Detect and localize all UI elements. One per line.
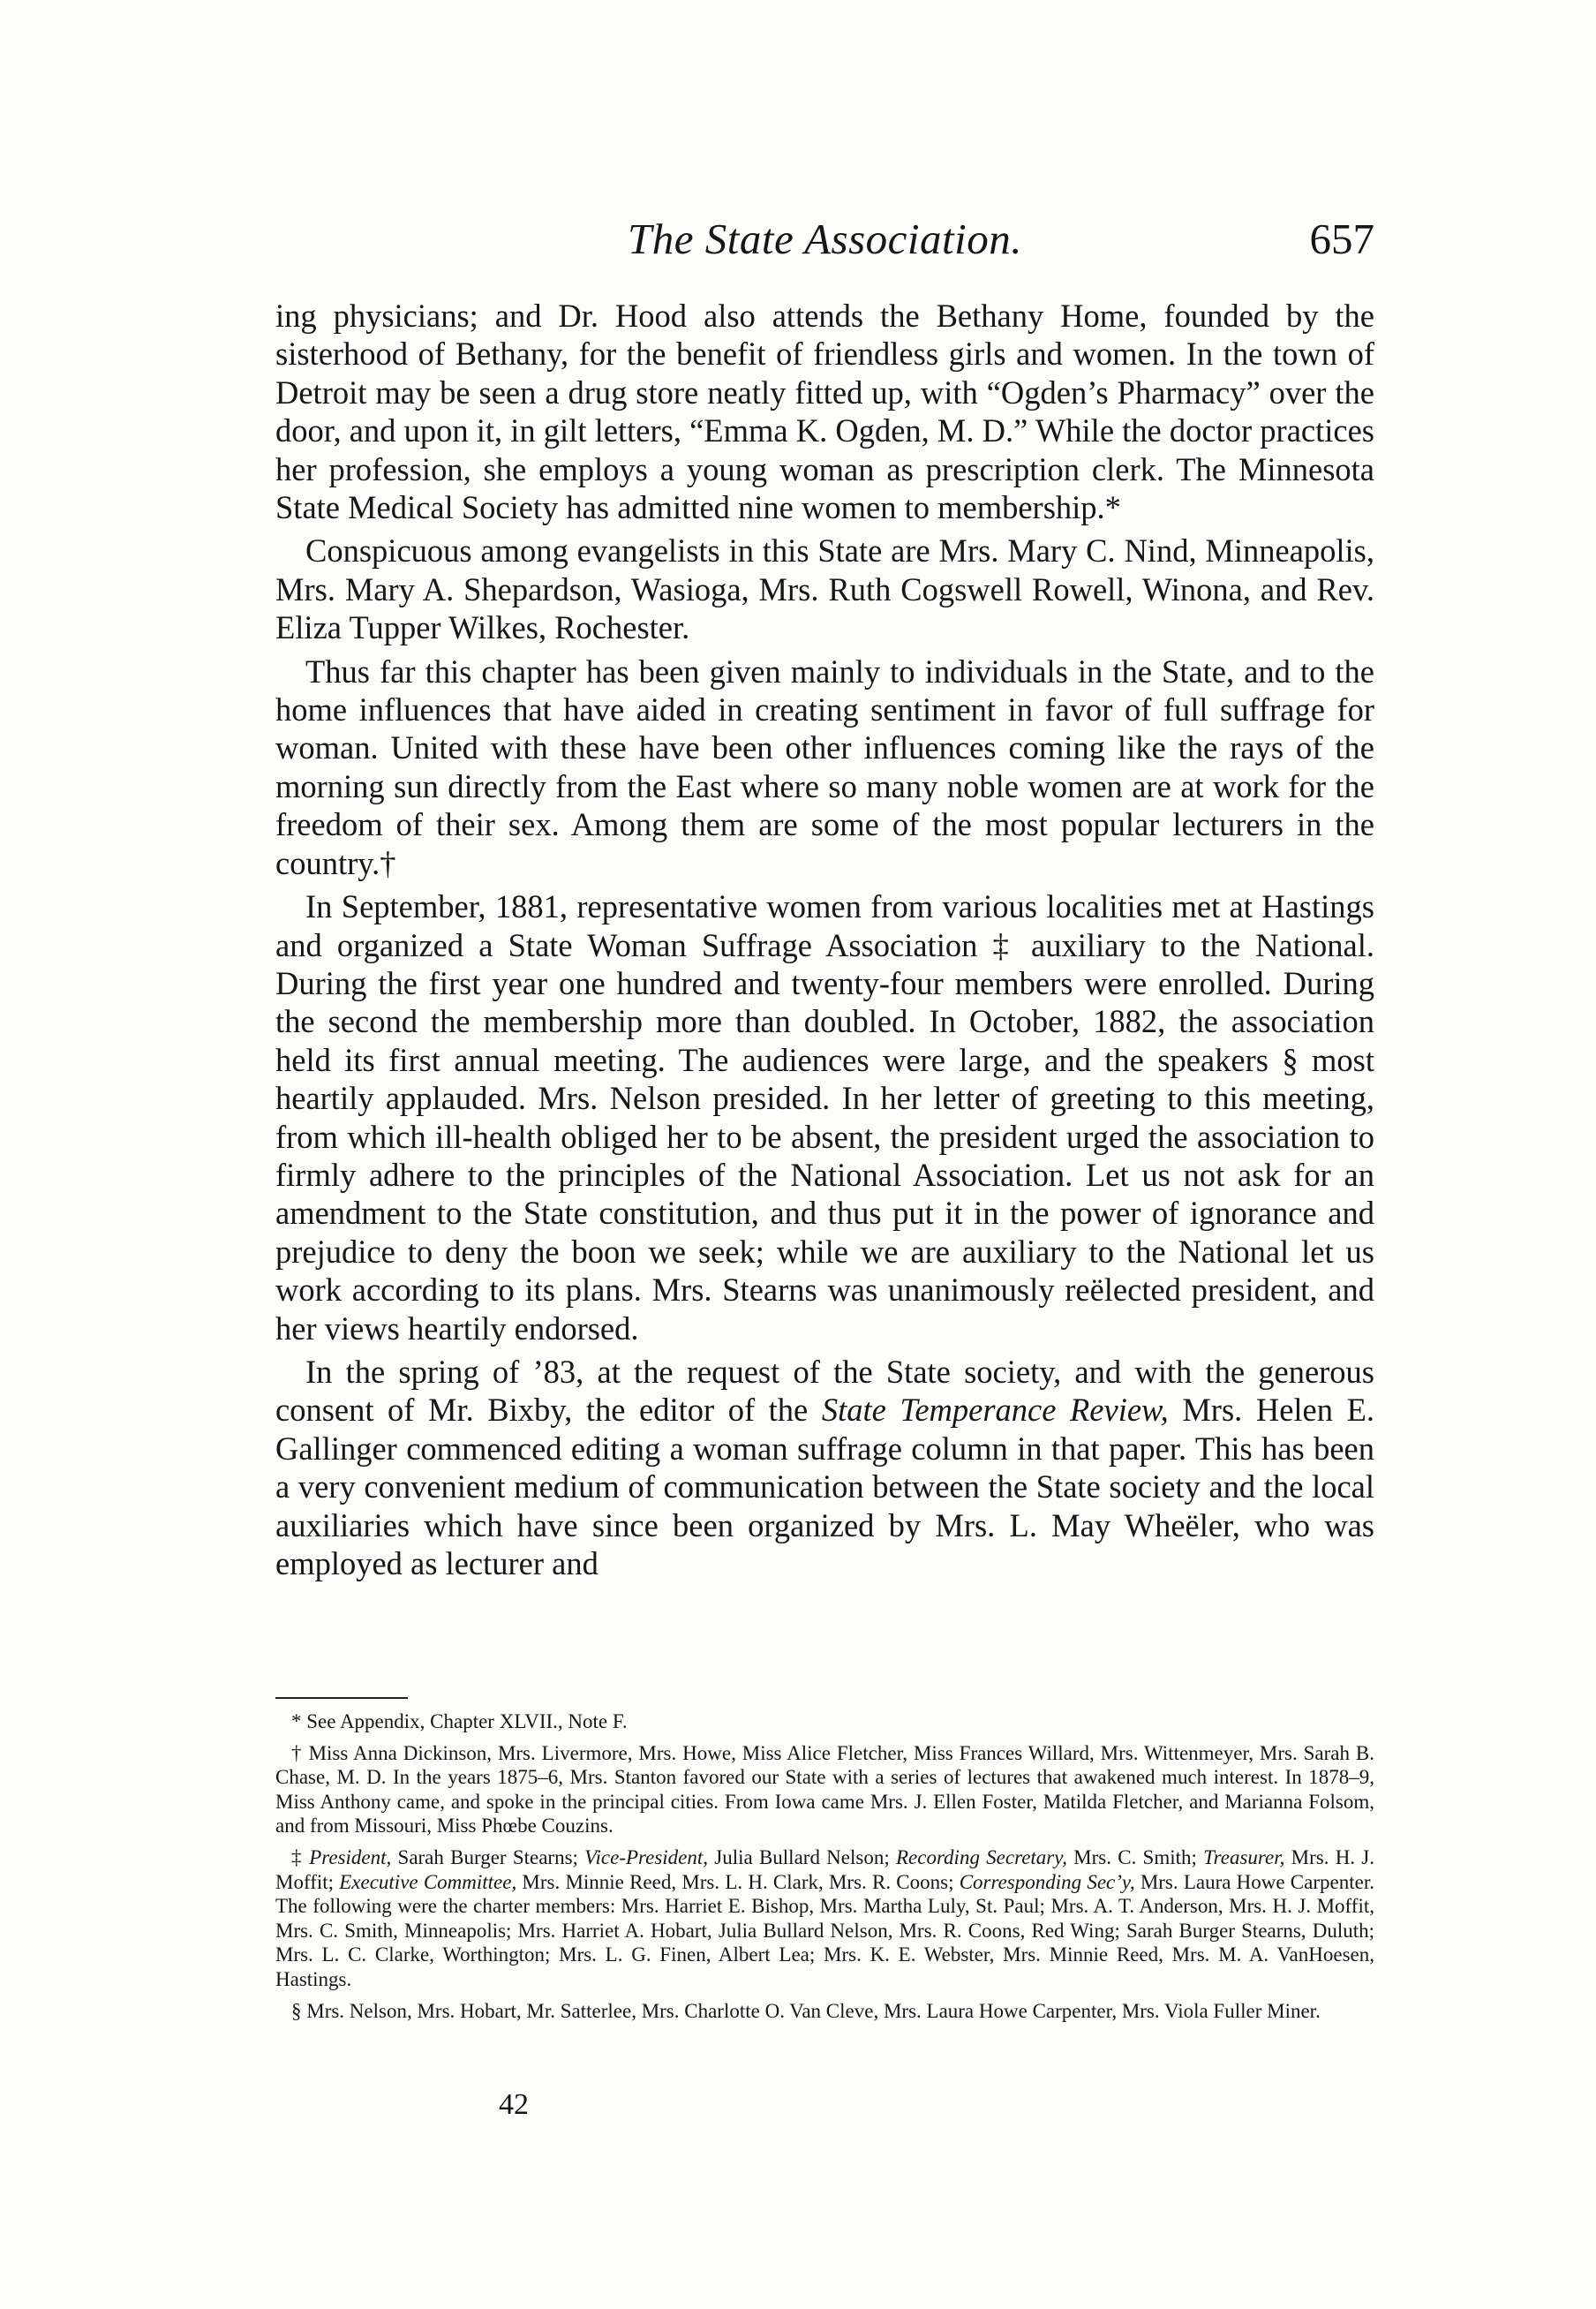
footnote-double-dagger [275, 1845, 1374, 1992]
role-recording-secretary: Recording Secretary, [895, 1845, 1067, 1868]
signature-mark: 42 [499, 2088, 529, 2121]
role-corresponding-secretary: Corresponding Sec’y, [959, 1870, 1135, 1893]
footnote-mark: ‡ [291, 1845, 310, 1868]
officer-executive-committee: Mrs. Minnie Reed, Mrs. L. H. Clark, Mrs. R. Coons; [516, 1870, 960, 1893]
footnote-star: * See Appendix, Chapter XLVII., Note F. [291, 1710, 628, 1732]
paragraph-5-part-2: Mrs. Helen E. Gallinger commenced editing a woman suffrage column in that paper. This has been a very convenient medium of communication between the State society and the local auxiliaries which have since been organized by Mrs. L. May Wheëler, who was employed as lecturer and [275, 1392, 1374, 1581]
page-number: 657 [1309, 215, 1374, 263]
role-treasurer: Treasurer, [1203, 1845, 1285, 1868]
officer-recording-secretary: Mrs. C. Smith; [1066, 1845, 1204, 1868]
footnotes [275, 1709, 1374, 2030]
officer-vice-president: Julia Bullard Nelson; [708, 1845, 896, 1868]
role-president: President, [309, 1845, 392, 1868]
paragraph-3: Thus far this chapter has been given mainly to individuals in the State, and to the home influences that have aided in creating sentiment in favor of full suffrage for woman. United with these have been other influences coming like the rays of the morning sun directly from the East where so many noble women are at work for the freedom of their sex. Among them are some of the most popular lecturers in the country.† [275, 653, 1374, 881]
paragraph-5-part-1: In the spring of ’83, at the request of the State society, and with the generous consent of Mr. Bixby, the editor of the [275, 1353, 1374, 1429]
role-vice-president: Vice-President, [584, 1845, 709, 1868]
officer-president: Sarah Burger Stearns; [391, 1845, 585, 1868]
charter-members: Mrs. Laura Howe Carpenter. The following were the charter members: Mrs. Harriet E. Bishop, Mrs. Martha Luly, St. Paul; Mrs. A. T. Anderson, Mrs. H. J. Moffit, Mrs. C. Smith, Minneapolis; Mrs. Harriet A. Hobart, Julia Bullard Nelson, Mrs. R. Coons, Red Wing; Sarah Burger Stearns, Duluth; Mrs. L. C. Clarke, Worthington; Mrs. L. G. Finen, Albert Lea; Mrs. K. E. Webster, Mrs. Minnie Reed, Mrs. M. A. VanHoesen, Hastings. [275, 1870, 1374, 1990]
footnote-divider [275, 1697, 408, 1699]
body-text [275, 297, 1374, 1588]
paragraph-1: ing physicians; and Dr. Hood also attends the Bethany Home, founded by the sisterhood of Bethany, for the benefit of friendless girls and women. In the town of Detroit may be seen a drug store neatly fitted up, with “Ogden’s Pharmacy” over the door, and upon it, in gilt letters, “Emma K. Ogden, M. D.” While the doctor practices her profession, she employs a young woman as prescription clerk. The Minnesota State Medical Society has admitted nine women to membership.* [275, 298, 1374, 526]
running-head [275, 210, 1374, 272]
footnote-dagger: † Miss Anna Dickinson, Mrs. Livermore, Mrs. Howe, Miss Alice Fletcher, Miss Frances Willard, Mrs. Wittenmeyer, Mrs. Sarah B. Chase, M. D. In the years 1875–6, Mrs. Stanton favored our State with a series of lectures that awakened much interest. In 1878–9, Miss Anthony came, and spoke in the principal cities. From Iowa came Mrs. J. Ellen Foster, Matilda Fletcher, and Marianna Folsom, and from Missouri, Miss Phœbe Couzins. [275, 1741, 1374, 1837]
page-title: The State Association. [628, 215, 1022, 263]
paragraph-4: In September, 1881, representative women from various localities met at Hastings and organized a State Woman Suffrage Association ‡ auxiliary to the National. During the first year one hundred and twenty-four members were enrolled. During the second the membership more than doubled. In October, 1882, the association held its first annual meeting. The audiences were large, and the speakers § most heartily applauded. Mrs. Nelson presided. In her letter of greeting to this meeting, from which ill-health obliged her to be absent, the president urged the association to firmly adhere to the principles of the National Association. Let us not ask for an amendment to the State constitution, and thus put it in the power of ignorance and prejudice to deny the boon we seek; while we are auxiliary to the National let us work according to its plans. Mrs. Stearns was unanimously reëlected president, and her views heartily endorsed. [275, 888, 1374, 1347]
publication-title: State Temperance Review, [821, 1392, 1169, 1429]
paragraph-5 [275, 1353, 1374, 1582]
paragraph-2: Conspicuous among evangelists in this State are Mrs. Mary C. Nind, Minneapolis, Mrs. Mary A. Shepardson, Wasioga, Mrs. Ruth Cogswell Rowell, Winona, and Rev. Eliza Tupper Wilkes, Rochester. [275, 532, 1374, 646]
role-executive-committee: Executive Committee, [339, 1870, 517, 1893]
officer-treasurer: Mrs. H. J. Moffit; [275, 1845, 1374, 1893]
footnote-section: § Mrs. Nelson, Mrs. Hobart, Mr. Satterlee, Mrs. Charlotte O. Van Cleve, Mrs. Laura Howe Carpenter, Mrs. Viola Fuller Miner. [291, 1999, 1321, 2022]
